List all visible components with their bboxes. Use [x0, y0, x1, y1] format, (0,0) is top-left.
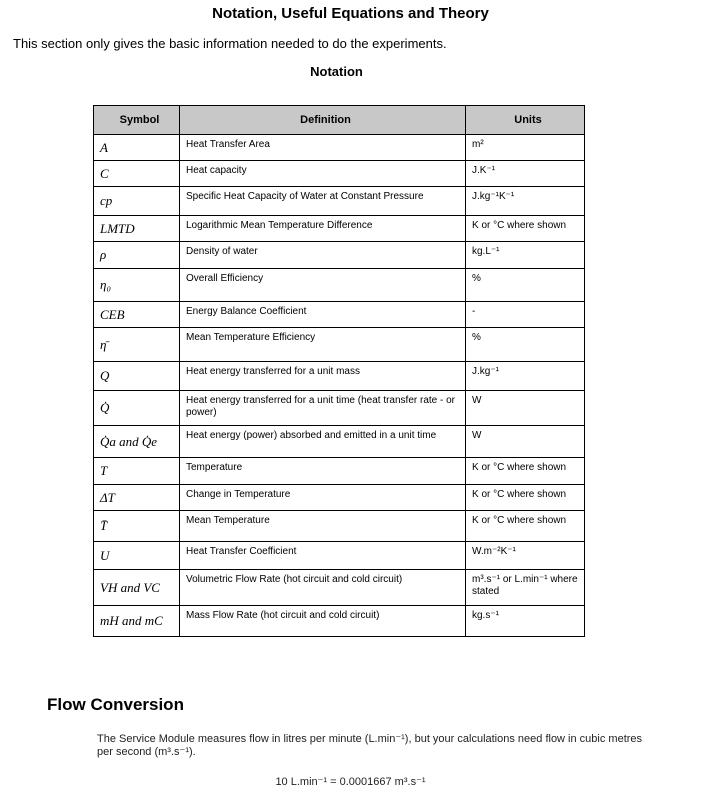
table-row — [94, 511, 585, 542]
row-symbol: T — [94, 458, 180, 485]
table-row — [94, 485, 585, 511]
header-symbol: Symbol — [94, 106, 180, 135]
table-row — [94, 242, 585, 269]
page-title: Notation, Useful Equations and Theory — [212, 5, 489, 22]
row-units: K or °C where shown — [466, 511, 585, 542]
row-units: % — [466, 328, 585, 362]
table-header-row — [94, 106, 585, 135]
row-units: m³.s⁻¹ or L.min⁻¹ where stated — [466, 570, 585, 606]
row-units: kg.L⁻¹ — [466, 242, 585, 269]
table-row — [94, 216, 585, 242]
row-definition: Heat Transfer Coefficient — [180, 542, 466, 570]
row-symbol: VH and VC — [94, 570, 180, 606]
row-definition: Mean Temperature Efficiency — [180, 328, 466, 362]
row-definition: Density of water — [180, 242, 466, 269]
row-definition: Heat energy transferred for a unit time (heat transfer rate - or power) — [180, 391, 466, 426]
row-definition: Volumetric Flow Rate (hot circuit and cold circuit) — [180, 570, 466, 606]
header-definition: Definition — [180, 106, 466, 135]
row-definition: Specific Heat Capacity of Water at Constant Pressure — [180, 187, 466, 216]
intro-text: This section only gives the basic information needed to do the experiments. — [13, 36, 447, 51]
row-symbol: C — [94, 161, 180, 187]
row-symbol: LMTD — [94, 216, 180, 242]
row-units: J.K⁻¹ — [466, 161, 585, 187]
row-definition: Temperature — [180, 458, 466, 485]
row-symbol: U — [94, 542, 180, 570]
table-row — [94, 187, 585, 216]
row-units: W.m⁻²K⁻¹ — [466, 542, 585, 570]
table-row — [94, 570, 585, 606]
table-row — [94, 161, 585, 187]
table-row — [94, 328, 585, 362]
row-units: J.kg⁻¹K⁻¹ — [466, 187, 585, 216]
row-units: K or °C where shown — [466, 458, 585, 485]
row-definition: Mass Flow Rate (hot circuit and cold circuit) — [180, 606, 466, 637]
row-units: W — [466, 391, 585, 426]
row-symbol: cp — [94, 187, 180, 216]
row-symbol: mH and mC — [94, 606, 180, 637]
row-symbol: Q̇a and Q̇e — [94, 426, 180, 458]
row-units: J.kg⁻¹ — [466, 362, 585, 391]
row-definition: Heat energy transferred for a unit mass — [180, 362, 466, 391]
row-symbol: CEB — [94, 302, 180, 328]
table-row — [94, 542, 585, 570]
row-definition: Overall Efficiency — [180, 269, 466, 302]
row-symbol: Q̇ — [94, 391, 180, 426]
row-units: - — [466, 302, 585, 328]
table-row — [94, 606, 585, 637]
table-row — [94, 426, 585, 458]
flow-conversion-equation: 10 L.min⁻¹ = 0.0001667 m³.s⁻¹ — [275, 776, 426, 788]
flow-conversion-text: The Service Module measures flow in litres per minute (L.min⁻¹), but your calculations need flow in cubic metres per second (m³.s⁻¹). — [97, 733, 643, 758]
notation-heading: Notation — [310, 64, 363, 79]
row-symbol: A — [94, 135, 180, 161]
table-row — [94, 362, 585, 391]
row-units: % — [466, 269, 585, 302]
row-units: W — [466, 426, 585, 458]
row-definition: Logarithmic Mean Temperature Difference — [180, 216, 466, 242]
row-units: m² — [466, 135, 585, 161]
header-units: Units — [466, 106, 585, 135]
flow-conversion-heading: Flow Conversion — [47, 695, 184, 714]
row-definition: Mean Temperature — [180, 511, 466, 542]
row-units: K or °C where shown — [466, 216, 585, 242]
row-symbol: ρ — [94, 242, 180, 269]
row-definition: Heat capacity — [180, 161, 466, 187]
table-row — [94, 269, 585, 302]
row-definition: Heat Transfer Area — [180, 135, 466, 161]
notation-table — [93, 105, 585, 637]
row-units: kg.s⁻¹ — [466, 606, 585, 637]
row-definition: Energy Balance Coefficient — [180, 302, 466, 328]
table-row — [94, 302, 585, 328]
row-units: K or °C where shown — [466, 485, 585, 511]
row-symbol: η₀ — [94, 269, 180, 302]
row-symbol: Q — [94, 362, 180, 391]
table-row — [94, 135, 585, 161]
row-definition: Heat energy (power) absorbed and emitted in a unit time — [180, 426, 466, 458]
table-row — [94, 391, 585, 426]
row-symbol: T̄ — [94, 511, 180, 542]
table-row — [94, 458, 585, 485]
row-symbol: η̄ — [94, 328, 180, 362]
row-definition: Change in Temperature — [180, 485, 466, 511]
row-symbol: ΔT — [94, 485, 180, 511]
